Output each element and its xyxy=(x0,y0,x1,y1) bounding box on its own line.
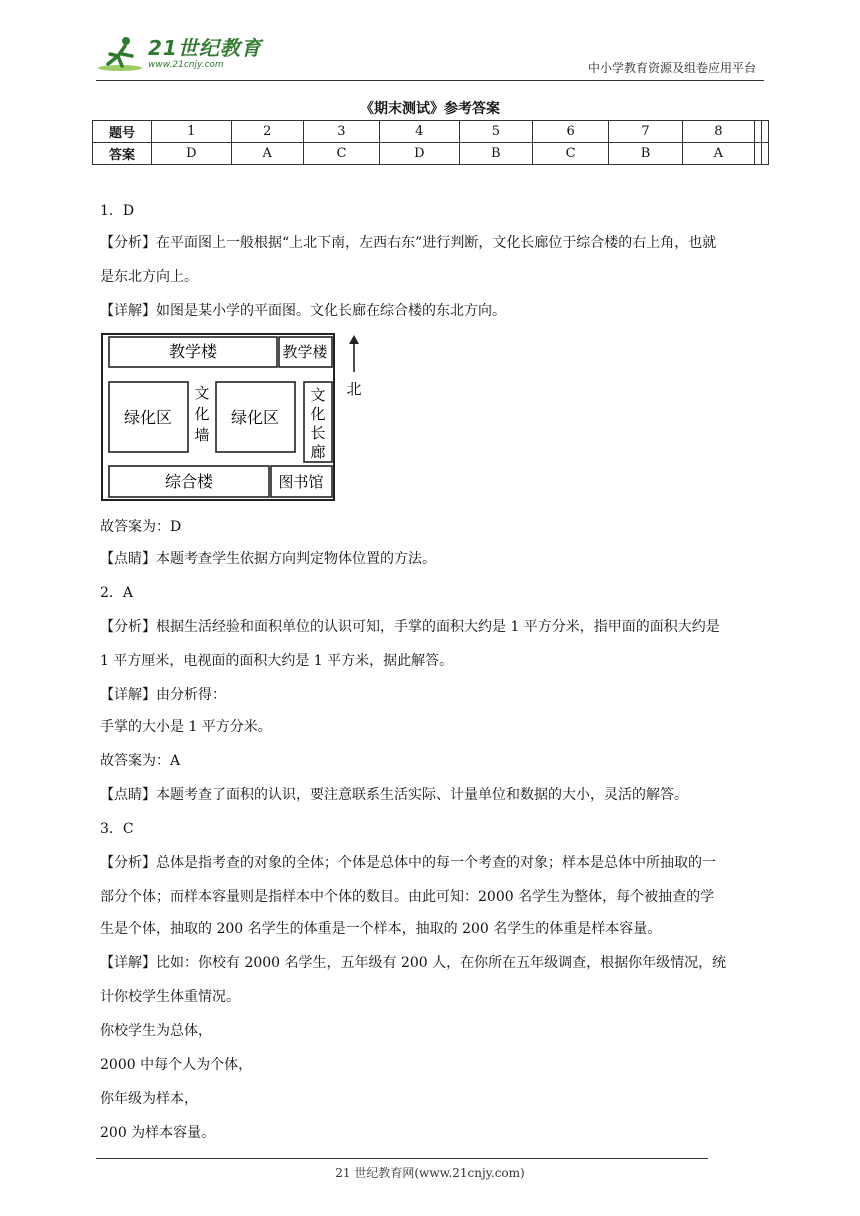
table-cell: 7 xyxy=(609,121,682,143)
teaching-building-label-1: 教学楼 xyxy=(168,342,218,361)
table-cell: 6 xyxy=(533,121,609,143)
q3-line-b: 2000 中每个人为个体， xyxy=(100,1057,253,1073)
q2-analysis-line2: 1 平方厘米，电视面的面积大约是 1 平方米，据此解答。 xyxy=(100,653,454,669)
q3-line-c: 你年级为样本， xyxy=(100,1091,198,1107)
table-cell: D xyxy=(152,143,232,165)
q1-analysis-line2: 是东北方向上。 xyxy=(100,269,198,285)
teaching-building-label-2: 教学楼 xyxy=(282,343,328,361)
q2-conclusion: 故答案为：A xyxy=(100,753,181,769)
q3-analysis-line1: 【分析】总体是指考查的对象的全体；个体是总体中的每一个考查的对象；样本是总体中所抽取的一 xyxy=(100,855,716,871)
site-logo[interactable] xyxy=(96,34,262,74)
table-cell: C xyxy=(533,143,609,165)
culture-corridor-char: 文 xyxy=(310,386,326,404)
table-cell: C xyxy=(303,143,379,165)
table-row xyxy=(93,121,769,143)
table-cell xyxy=(755,143,762,165)
answer-table xyxy=(92,120,769,165)
q2-number: 2．A xyxy=(100,585,134,601)
culture-corridor-char: 化 xyxy=(310,405,326,423)
culture-wall-char: 墙 xyxy=(194,426,210,444)
culture-wall-char: 化 xyxy=(194,405,210,423)
q1-comment: 【点睛】本题考查学生依据方向判定物体位置的方法。 xyxy=(100,551,436,567)
q1-number: 1．D xyxy=(100,203,135,219)
logo-url: www.21cnjy.com xyxy=(148,60,224,70)
platform-label: 中小学教育资源及组卷应用平台 xyxy=(587,61,756,75)
q2-analysis-line1: 【分析】根据生活经验和面积单位的认识可知，手掌的面积大约是 1 平方分米，指甲面的面积大约是 xyxy=(100,619,720,635)
logo-text: 21世纪教育 xyxy=(148,36,262,60)
table-cell: 5 xyxy=(459,121,532,143)
table-cell: B xyxy=(459,143,532,165)
q1-detail: 【详解】如图是某小学的平面图。文化长廊在综合楼的东北方向。 xyxy=(100,303,506,319)
table-cell: 8 xyxy=(682,121,754,143)
culture-corridor-char: 廊 xyxy=(310,443,326,461)
q3-analysis-line3: 生是个体，抽取的 200 名学生的体重是一个样本，抽取的 200 名学生的体重是样本容量。 xyxy=(100,921,662,937)
q2-detail2: 手掌的大小是 1 平方分米。 xyxy=(100,719,272,735)
document-title: 《期末测试》参考答案 xyxy=(360,101,500,117)
footer-divider xyxy=(96,1158,708,1159)
table-cell: 1 xyxy=(152,121,232,143)
table-cell: 2 xyxy=(231,121,303,143)
table-cell: A xyxy=(682,143,754,165)
q3-detail-line2: 计你校学生体重情况。 xyxy=(100,989,240,1005)
q2-detail: 【详解】由分析得： xyxy=(100,687,226,703)
q1-conclusion: 故答案为：D xyxy=(100,519,182,535)
table-cell: 3 xyxy=(303,121,379,143)
table-row xyxy=(93,143,769,165)
table-cell xyxy=(761,143,768,165)
q3-line-d: 200 为样本容量。 xyxy=(100,1125,216,1141)
table-cell: A xyxy=(231,143,303,165)
q3-analysis-line2: 部分个体；而样本容量则是指样本中个体的数目。由此可知：2000 名学生为整体，每个被抽查的学 xyxy=(100,889,715,905)
table-row-header: 答案 xyxy=(93,143,152,165)
table-cell: 4 xyxy=(380,121,460,143)
q3-number: 3．C xyxy=(100,821,134,837)
q3-line-a: 你校学生为总体， xyxy=(100,1023,212,1039)
page-header xyxy=(96,32,764,81)
north-arrow-head-icon xyxy=(349,335,359,344)
table-cell xyxy=(761,121,768,143)
table-row-header: 题号 xyxy=(93,121,152,143)
culture-wall-char: 文 xyxy=(194,384,210,402)
green-area-label-2: 绿化区 xyxy=(230,408,280,427)
north-label: 北 xyxy=(346,380,362,398)
library-label: 图书馆 xyxy=(278,473,324,491)
table-cell: D xyxy=(380,143,460,165)
school-plan-diagram xyxy=(100,332,370,504)
table-cell: B xyxy=(609,143,682,165)
runner-logo-icon xyxy=(96,34,144,74)
table-cell xyxy=(755,121,762,143)
footer-text[interactable]: 21 世纪教育网(www.21cnjy.com) xyxy=(335,1166,525,1180)
q1-analysis-line1: 【分析】在平面图上一般根据“上北下南，左西右东”进行判断，文化长廊位于综合楼的右上角，也就 xyxy=(100,235,717,251)
green-area-label-1: 绿化区 xyxy=(123,408,173,427)
q3-detail-line1: 【详解】比如：你校有 2000 名学生，五年级有 200 人，在你所在五年级调查，根据你年级情况，统 xyxy=(100,955,727,971)
complex-building-label: 综合楼 xyxy=(164,472,214,491)
culture-corridor-char: 长 xyxy=(310,424,326,442)
q2-comment: 【点睛】本题考查了面积的认识，要注意联系生活实际、计量单位和数据的大小，灵活的解答。 xyxy=(100,787,688,803)
